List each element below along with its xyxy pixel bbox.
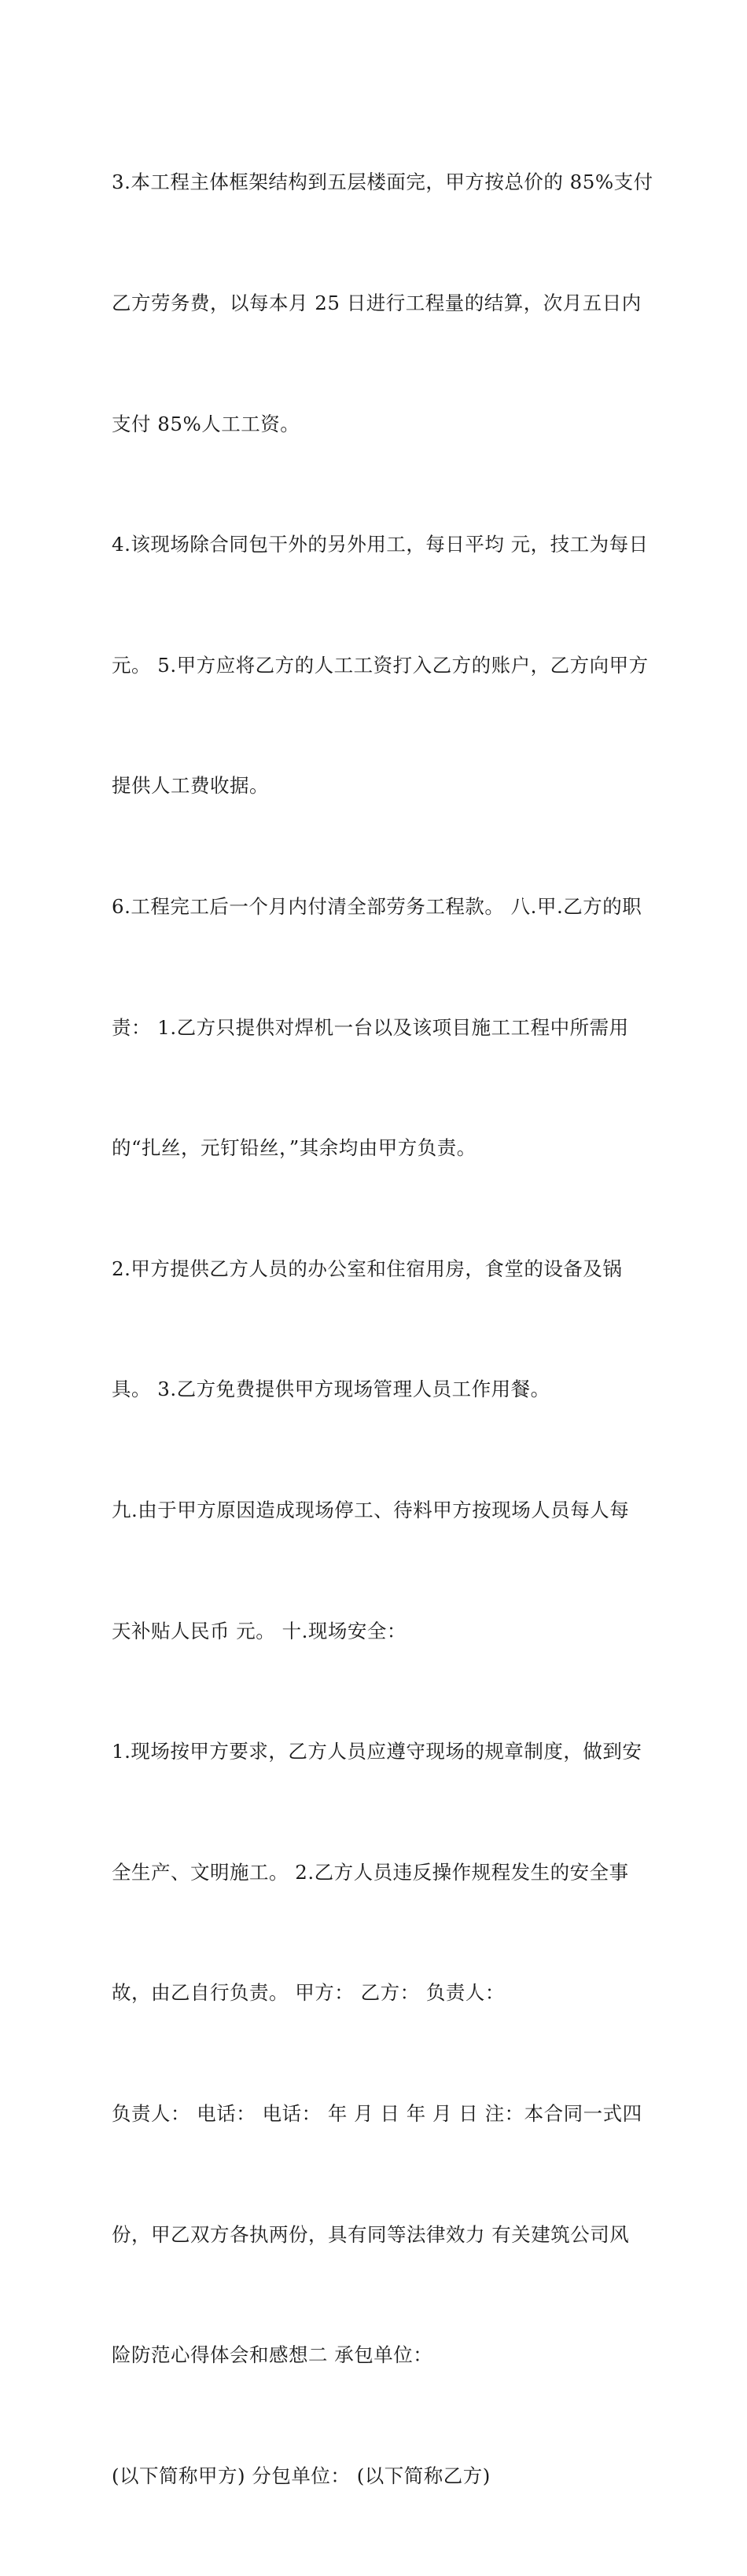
text-line: 具。 3.乙方免费提供甲方现场管理人员工作用餐。 xyxy=(112,1378,550,1401)
text-line: 元。 5.甲方应将乙方的人工工资打入乙方的账户，乙方向甲方 xyxy=(112,653,649,677)
text-line: 6.工程完工后一个月内付清全部劳务工程款。 八.甲.乙方的职 xyxy=(112,894,642,918)
text-line: (以下简称甲方) 分包单位： (以下简称乙方) xyxy=(112,2464,491,2487)
text-line: 全生产、文明施工。 2.乙方人员违反操作规程发生的安全事 xyxy=(112,1860,629,1884)
text-line: 负责人： 电话： 电话： 年 月 日 年 月 日 注：本合同一式四 xyxy=(112,2101,642,2125)
text-line: 责： 1.乙方只提供对焊机一台以及该项目施工工程中所需用 xyxy=(112,1015,629,1039)
text-line: 提供人工费收据。 xyxy=(112,774,269,798)
text-line: 支付 85%人工工资。 xyxy=(112,412,300,435)
text-line: 2.甲方提供乙方人员的办公室和住宿用房，食堂的设备及锅 xyxy=(112,1257,623,1280)
document-body xyxy=(112,82,653,2576)
text-line: 的“扎丝，元钉铅丝，”其余均由甲方负责。 xyxy=(112,1136,477,1160)
text-line: 4.该现场除合同包干外的另外用工，每日平均 元，技工为每日 xyxy=(112,533,649,556)
text-line: 九.由于甲方原因造成现场停工、待料甲方按现场人员每人每 xyxy=(112,1498,630,1521)
text-line: 3.本工程主体框架结构到五层楼面完，甲方按总价的 85%支付 xyxy=(112,171,653,194)
text-line: 故，由乙自行负责。 甲方： 乙方： 负责人： xyxy=(112,1981,505,2005)
text-line: 1.现场按甲方要求，乙方人员应遵守现场的规章制度，做到安 xyxy=(112,1740,642,1763)
text-line: 乙方劳务费，以每本月 25 日进行工程量的结算，次月五日内 xyxy=(112,292,642,314)
text-line: 份，甲乙双方各执两份，具有同等法律效力 有关建筑公司风 xyxy=(112,2222,630,2246)
text-line: 险防范心得体会和感想二 承包单位： xyxy=(112,2343,433,2367)
text-line: 天补贴人民币 元。 十.现场安全： xyxy=(112,1619,407,1642)
